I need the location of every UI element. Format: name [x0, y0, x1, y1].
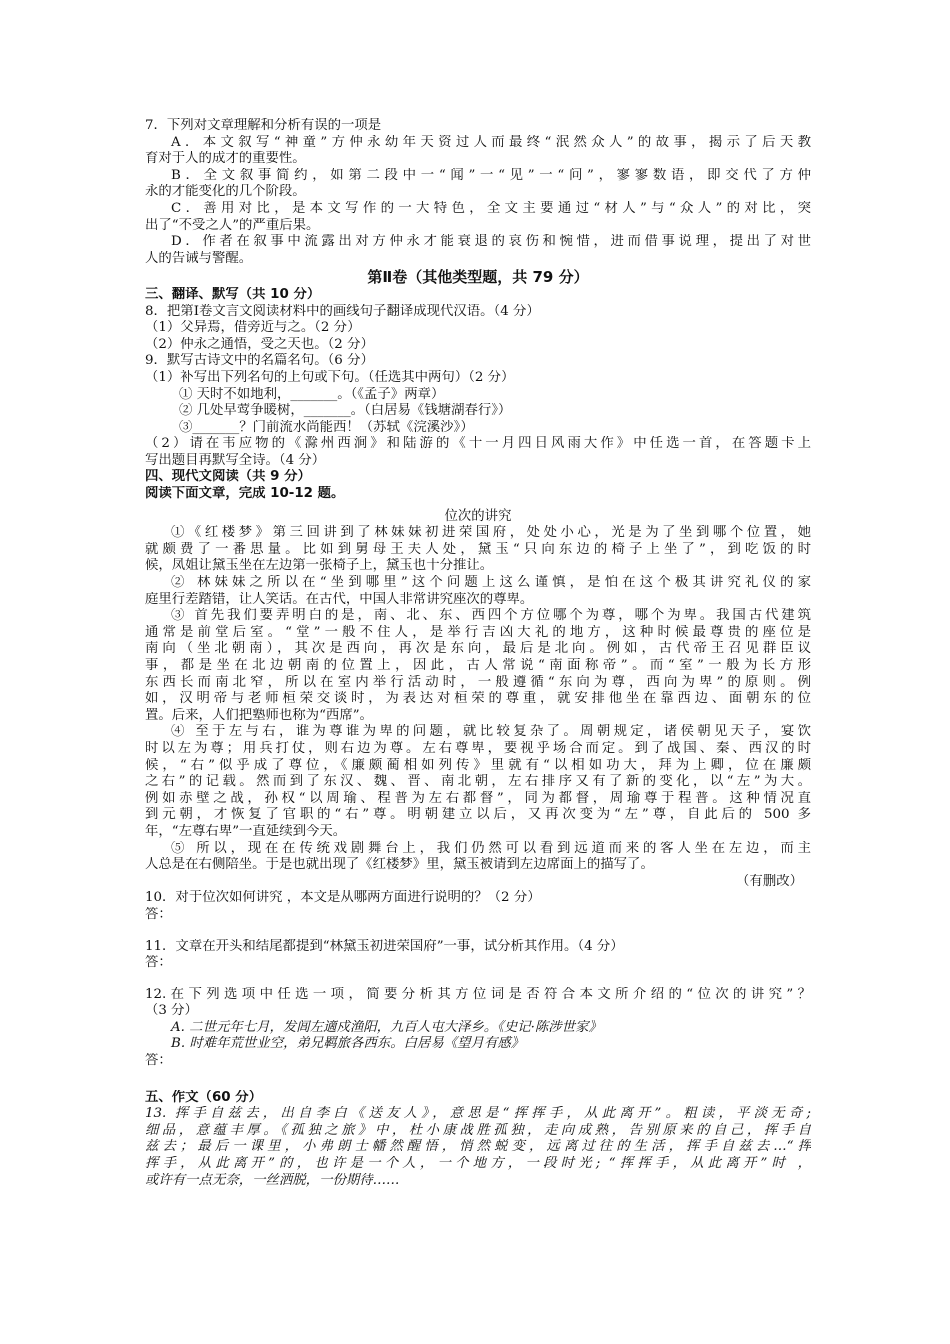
- q9-stem: 9．默写古诗文中的名篇名句。（6 分）: [145, 353, 374, 369]
- q7-option-a-line2: 育对于人的成才的重要性。: [145, 151, 306, 167]
- article-p4-line1: ④ 至于左与右，谁为尊谁为卑的问题，就比较复杂了。周朝规定，诸侯朝见天子，宴饮: [171, 724, 811, 740]
- section4-instruction: 阅读下面文章，完成 10-12 题。: [145, 486, 345, 502]
- q7-option-d-line2: 人的告诫与警醒。: [145, 250, 253, 266]
- q12-option-a: A. 二世元年七月，发闾左適戍渔阳，九百人屯大泽乡。《史记·陈涉世家》: [171, 1019, 602, 1035]
- q12-answer-label: 答：: [145, 1053, 172, 1069]
- q7-option-d-line1: D．作者在叙事中流露出对方仲永才能衰退的哀伤和惋惜，进而借事说理，提出了对世: [171, 234, 811, 250]
- article-p1-line2: 就颇费了一番思量。比如到舅母王夫人处，黛玉“只向东边的椅子上坐了”，到吃饭的时: [145, 541, 811, 557]
- article-p4-line7: 年，“左尊右卑”一直延续到今天。: [145, 823, 347, 839]
- article-p1-line1: ①《红楼梦》第三回讲到了林妹妹初进荣国府，处处小心，光是为了坐到哪个位置，她: [171, 525, 811, 541]
- q11-answer-label: 答：: [145, 955, 172, 971]
- article-p4-line3: 候，“右”似乎成了尊位，《廉颇蔺相如列传》里就有“以相如功大，拜为上卿，位在廉颇: [145, 757, 811, 773]
- q13-line2: 细品，意蕴丰厚。《孤独之旅》中，杜小康战胜孤独，走向成熟，告别原来的自己，挥手自: [145, 1122, 811, 1138]
- q13-line5: 或许有一点无奈，一丝洒脱，一份期待……: [145, 1172, 400, 1188]
- q9-item1: （1）补写出下列名句的上句或下句。（任选其中两句）（2 分）: [145, 369, 515, 385]
- q13-line4: 挥手，从此离开”的，也许是一个人，一个地方，一段时光; “挥挥手，从此离开”时 ，: [145, 1156, 811, 1172]
- q7-option-a-line1: A．本文叙写“神童”方仲永幼年天资过人而最终“泯然众人”的故事，揭示了后天教: [171, 134, 811, 150]
- q9-item2-line1: （2）请在韦应物的《滁州西涧》和陆游的《十一月四日风雨大作》中任选一首，在答题卡上: [145, 436, 811, 452]
- q8-item2: （2）仲永之通悟，受之天也。（2 分）: [145, 336, 374, 352]
- q12-option-b: B. 时难年荒世业空，弟兄羁旅各西东。白居易《望月有感》: [171, 1036, 525, 1052]
- article-p3-line2: 通常是前堂后室。“堂”一般不住人，是举行吉凶大礼的地方，这种时候最尊贵的座位是: [145, 624, 811, 640]
- q11-stem: 11．文章在开头和结尾都提到“林黛玉初进荣国府”一事，试分析其作用。（4 分）: [145, 938, 624, 954]
- article-p3-line1: ③ 首先我们要弄明白的是，南、北、东、西四个方位哪个为尊，哪个为卑。我国古代建筑: [171, 608, 811, 624]
- q13-line1: 13. 挥手自兹去，出自李白《送友人》，意思是“挥挥手，从此离开”。粗读，平淡无奇;: [145, 1106, 811, 1122]
- article-p4-line2: 时以左为尊；用兵打仗，则右边为尊。左右尊卑，要视乎场合而定。到了战国、秦、西汉的时: [145, 740, 811, 756]
- q7-option-c-line2: 出了“不受之人”的严重后果。: [145, 217, 320, 233]
- article-p1-line3: 候，凤姐让黛玉坐在左边第一张椅子上，黛玉也十分推让。: [145, 558, 494, 574]
- q9-item1-c: ③_______？门前流水尚能西！（苏轼《浣溪沙》）: [179, 419, 474, 435]
- part2-title: 第Ⅱ卷（其他类型题，共 79 分）: [367, 268, 589, 287]
- exam-page: [145, 118, 811, 1189]
- q7-option-c-line1: C．善用对比，是本文写作的一大特色，全文主要通过“材人”与“众人”的对比，突: [171, 200, 811, 216]
- q9-item1-b: ② 几处早莺争暖树，_______。（白居易《钱塘湖春行》）: [179, 403, 512, 419]
- article-p3-line5: 东西长而南北窄，所以在室内举行活动时，一般遵循“东向为尊，西向为卑”的原则。例: [145, 674, 811, 690]
- q10-answer-label: 答：: [145, 906, 172, 922]
- q12-stem-line2: （3 分）: [145, 1003, 198, 1019]
- q9-item1-a: ① 天时不如地利，_______。（《孟子》两章）: [179, 386, 445, 402]
- article-p4-line5: 例如赤壁之战，孙权“以周瑜、程普为左右都督”，同为都督，周瑜尊于程普。这种情况直: [145, 790, 811, 806]
- q9-item2-line2: 写出题目再默写全诗。（4 分）: [145, 452, 326, 468]
- q8-item1: （1）父异焉，借旁近与之。（2 分）: [145, 320, 361, 336]
- article-p3-line6: 如，汉明帝与老师桓荣交谈时，为表达对桓荣的尊重，就安排他坐在靠西边、面朝东的位: [145, 691, 811, 707]
- q7-option-b-line1: B．全文叙事简约，如第二段中一“闻”一“见”一“问”，寥寥数语，即交代了方仲: [171, 167, 811, 183]
- article-p2-line2: 庭里行差踏错，让人笑话。在古代，中国人非常讲究座次的尊卑。: [145, 591, 534, 607]
- article-p3-line3: 南向（坐北朝南），其次是西向，再次是东向，最后是北向。例如，古代帝王召见群臣议: [145, 641, 811, 657]
- section5-title: 五、作文（60 分）: [145, 1089, 263, 1105]
- article-title: 位次的讲究: [444, 508, 512, 524]
- q7-option-b-line2: 永的才能变化的几个阶段。: [145, 184, 306, 200]
- q13-line3: 兹去；最后一课里，小弗朗士幡然醒悟，悄然蜕变，远离过往的生活，挥手自兹去…“挥: [145, 1139, 811, 1155]
- article-p4-line6: 到元朝，才恢复了官职的“右”尊。明朝建立以后，又再次变为“左”尊，自此后的 500 多: [145, 807, 811, 823]
- article-p3-line4: 事，都是坐在北边朝南的位置上，因此，古人常说“南面称帝”。而“室”一般为长方形: [145, 658, 811, 673]
- article-p5-line1: ⑤ 所以，现在在传统戏剧舞台上，我们仍然可以看到远道而来的客人坐在左边，而主: [171, 840, 811, 856]
- article-p4-line4: 之右”的记载。然而到了东汉、魏、晋、南北朝，左右排序又有了新的变化，以“左”为大。: [145, 774, 811, 790]
- article-p5-line2: 人总是在右侧陪坐。于是也就出现了《红楼梦》里，黛玉被请到左边席面上的描写了。: [145, 857, 654, 873]
- section4-title: 四、现代文阅读（共 9 分）: [145, 469, 311, 485]
- q7-stem: 7．下列对文章理解和分析有误的一项是: [145, 118, 382, 133]
- section3-title: 三、翻译、默写（共 10 分）: [145, 286, 321, 302]
- article-note: （有删改）: [736, 873, 803, 889]
- article-p3-line7: 置。后来，人们把塾师也称为“西席”。: [145, 707, 373, 723]
- q8-stem: 8．把第Ⅰ卷文言文阅读材料中的画线句子翻译成现代汉语。（4 分）: [145, 303, 540, 319]
- q12-stem-line1: 12.在下列选项中任选一项，简要分析其方位词是否符合本文所介绍的“位次的讲究”？: [145, 986, 811, 1002]
- article-p2-line1: ② 林妹妹之所以在“坐到哪里”这个问题上这么谨慎，是怕在这个极其讲究礼仪的家: [171, 575, 811, 591]
- q10-stem: 10．对于位次如何讲究 ，本文是从哪两方面进行说明的？（2 分）: [145, 890, 541, 906]
